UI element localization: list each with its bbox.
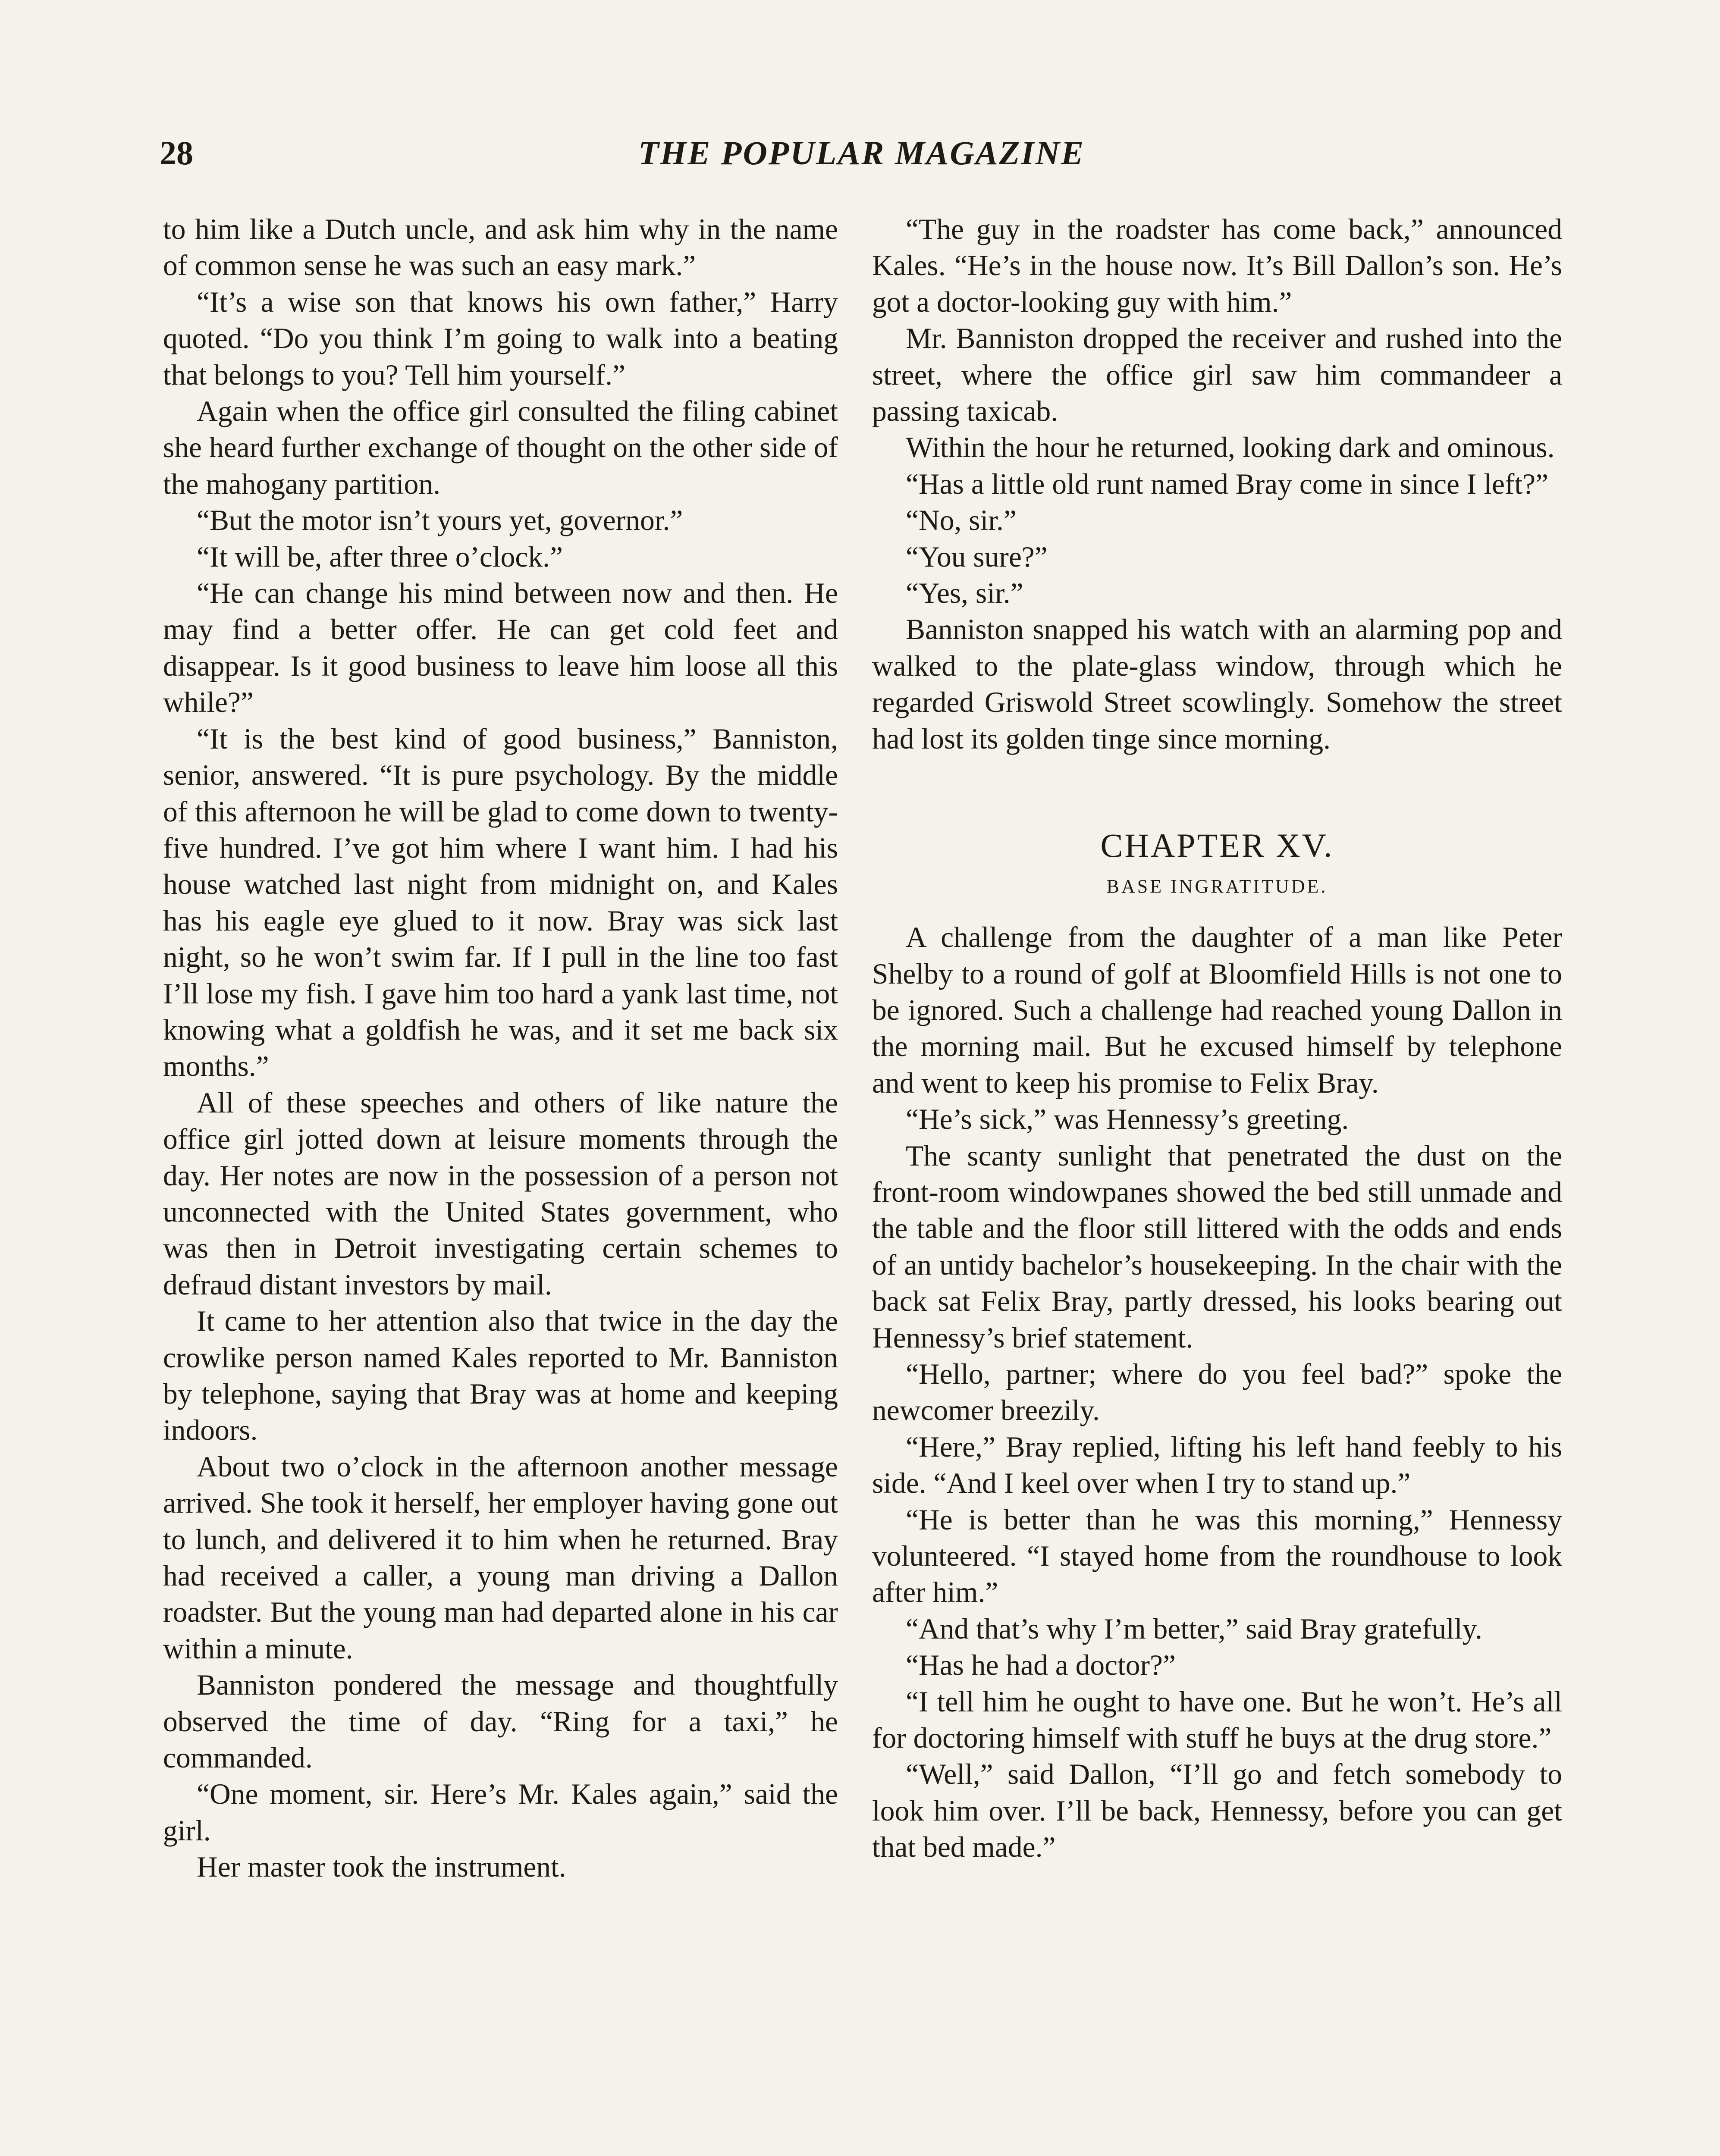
paragraph: Her master took the instrument. <box>197 1851 566 1883</box>
paragraph: “It will be, after three o’clock.” <box>197 540 563 573</box>
paragraph: “Yes, sir.” <box>906 577 1023 610</box>
paragraph: “He is better than he was this morning,” Hennessy volunteered. “I stayed home from the roundhouse to look after him.” <box>872 1503 1562 1609</box>
paragraph: “Has a little old runt named Bray come in since I left?” <box>906 467 1549 500</box>
paragraph: Banniston snapped his watch with an alarming pop and walked to the plate-glass window, through which he regarded Griswold Street scowlingly. Somehow the street had lost its golden tinge since morning. <box>872 613 1562 755</box>
paragraph: About two o’clock in the afternoon another message arrived. She took it herself, her employer having gone out to lunch, and delivered it to him when he returned. Bray had received a caller, a young man driving a Dallon roadster. But the young man had departed alone in his car within a minute. <box>163 1450 838 1665</box>
paragraph: “No, sir.” <box>906 504 1017 537</box>
right-column <box>872 211 1562 1866</box>
paragraph: Within the hour he returned, looking dark and ominous. <box>906 431 1555 464</box>
paragraph: “The guy in the roadster has come back,” announced Kales. “He’s in the house now. It’s Bill Dallon’s son. He’s got a doctor-looking guy with him.” <box>872 213 1562 318</box>
page-number: 28 <box>160 134 193 172</box>
running-title: THE POPULAR MAGAZINE <box>638 134 1085 172</box>
paragraph: “I tell him he ought to have one. But he won’t. He’s all for doctoring himself with stuff he buys at the drug store.” <box>872 1685 1562 1755</box>
paragraph: A challenge from the daughter of a man like Peter Shelby to a round of golf at Bloomfield Hills is not one to be ignored. Such a challenge had reached young Dallon in the morning mail. But he excused himself by telephone and went to keep his promise to Felix Bray. <box>872 921 1562 1099</box>
chapter-heading: CHAPTER XV. <box>1100 827 1334 865</box>
paragraph: “It’s a wise son that knows his own father,” Harry quoted. “Do you think I’m going to walk into a beating that belongs to you? Tell him yourself.” <box>163 285 838 391</box>
chapter-subtitle: BASE INGRATITUDE. <box>1106 876 1328 897</box>
paragraph: Again when the office girl consulted the filing cabinet she heard further exchange of thought on the other side of the mahogany partition. <box>163 395 838 500</box>
paragraph: All of these speeches and others of like nature the office girl jotted down at leisure moments through the day. Her notes are now in the possession of a person not unconnected with the United States government, who was then in Detroit investigating certain schemes to defraud distant investors by mail. <box>163 1086 838 1301</box>
paragraph: Mr. Banniston dropped the receiver and rushed into the street, where the office girl saw him commandeer a passing taxicab. <box>872 322 1562 428</box>
paragraph: “He can change his mind between now and then. He may find a better offer. He can get cold feet and disappear. Is it good business to leave him loose all this while?” <box>163 577 838 719</box>
paragraph: The scanty sunlight that penetrated the dust on the front-room windowpanes showed the bed still unmade and the table and the floor still littered with the odds and ends of an untidy bachelor’s housekeeping. In the chair with the back sat Felix Bray, partly dressed, his looks bearing out Hennessy’s brief statement. <box>872 1139 1562 1354</box>
paragraph: “Hello, partner; where do you feel bad?” spoke the newcomer breezily. <box>872 1357 1562 1427</box>
paragraph: “Here,” Bray replied, lifting his left hand feebly to his side. “And I keel over when I try to stand up.” <box>872 1430 1562 1500</box>
paragraph: Banniston pondered the message and thoughtfully observed the time of day. “Ring for a taxi,” he commanded. <box>163 1669 838 1774</box>
paragraph: “Well,” said Dallon, “I’ll go and fetch somebody to look him over. I’ll be back, Hennessy, before you can get that bed made.” <box>872 1758 1562 1864</box>
paragraph: to him like a Dutch uncle, and ask him why in the name of common sense he was such an easy mark.” <box>163 213 838 282</box>
paragraph: “But the motor isn’t yours yet, governor.” <box>197 504 683 537</box>
paragraph: “He’s sick,” was Hennessy’s greeting. <box>906 1103 1349 1136</box>
paragraph: It came to her attention also that twice in the day the crowlike person named Kales reported to Mr. Banniston by telephone, saying that Bray was at home and keeping indoors. <box>163 1305 838 1447</box>
paragraph: “One moment, sir. Here’s Mr. Kales again,” said the girl. <box>163 1778 838 1847</box>
left-column <box>163 211 838 1886</box>
paragraph: “You sure?” <box>906 540 1048 573</box>
page-header <box>160 129 1563 181</box>
paragraph: “And that’s why I’m better,” said Bray gratefully. <box>906 1612 1482 1645</box>
paragraph: “It is the best kind of good business,” Banniston, senior, answered. “It is pure psychology. By the middle of this afternoon he will be glad to come down to twenty-five hundred. I’ve got him where I want him. I had his house watched last night from midnight on, and Kales has his eagle eye glued to it now. Bray was sick last night, so he won’t swim far. If I pull in the line too fast I’ll lose my fish. I gave him too hard a yank last time, not knowing what a goldfish he was, and it set me back six months.” <box>163 722 838 1083</box>
paragraph: “Has he had a doctor?” <box>906 1649 1176 1682</box>
